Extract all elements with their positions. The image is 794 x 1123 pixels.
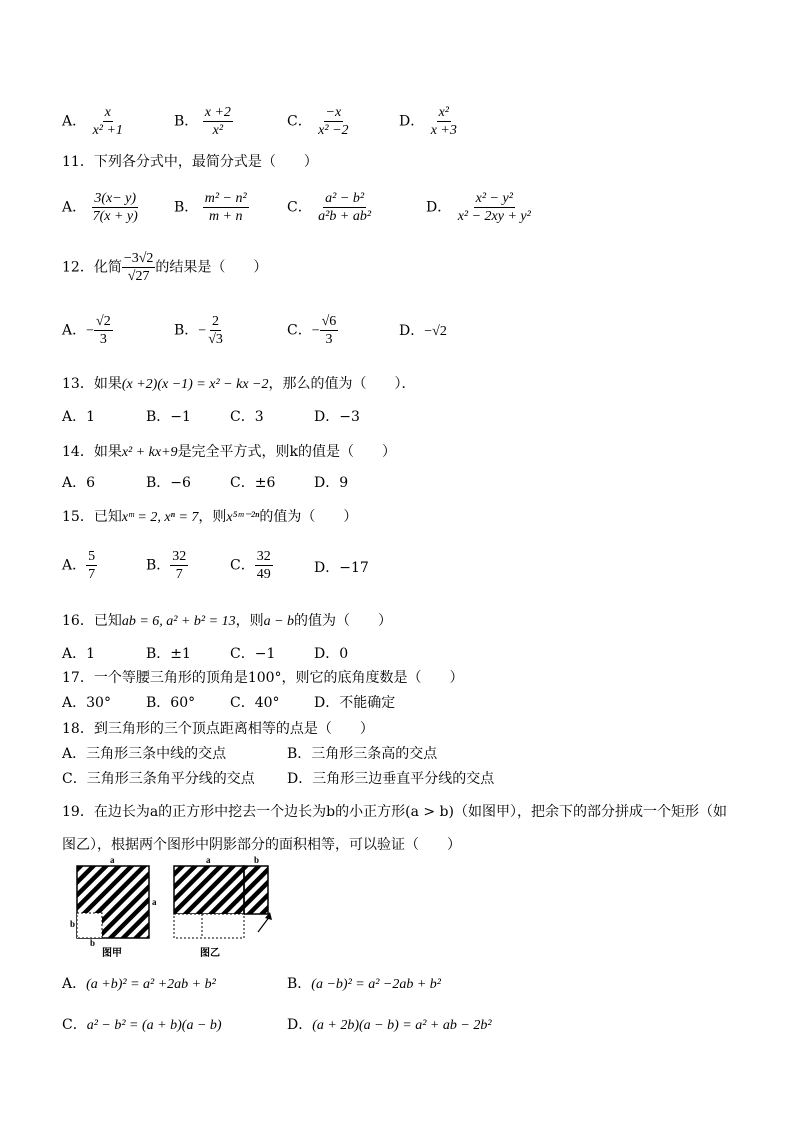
fraction: $\frac{\text{x² − y²}}{\text{x² − 2xy + y²}}$	[457, 191, 531, 224]
q11-option-b[interactable]	[174, 190, 249, 225]
fraction: $\frac{-x}{\text{x² −2}}$	[318, 105, 349, 138]
q17-option-c[interactable]: C．40°	[230, 695, 280, 711]
option-label: B．	[174, 113, 199, 130]
fraction: $\frac{5}{7}$	[88, 549, 96, 582]
option-label: C．	[287, 322, 312, 339]
option-label: B．	[174, 199, 199, 216]
label-a-top: a	[110, 856, 115, 865]
q14-option-a[interactable]: A．6	[62, 475, 96, 491]
q15-stem: 15．已知xᵐ = 2, xⁿ = 7，则x⁵ᵐ⁻²ⁿ的值为（ ）	[62, 509, 358, 525]
q14-option-b[interactable]: B．−6	[146, 475, 191, 491]
q18-option-b[interactable]: B．三角形三条高的交点	[287, 746, 438, 762]
label-b-left: b	[70, 919, 76, 929]
q16-option-b[interactable]: B．±1	[146, 646, 191, 662]
q14-option-d[interactable]: D．9	[314, 475, 349, 491]
q10-option-a[interactable]	[62, 104, 125, 139]
fraction: $\frac{x}{\text{x² +1}}$	[92, 105, 123, 138]
q16-option-a[interactable]: A．1	[62, 646, 96, 662]
q15-option-a[interactable]: A． $\frac{5}{7}$	[62, 549, 96, 582]
q12-stem: 12．化简 $\frac{-3√2}{√27}$ 的结果是（ ）	[62, 251, 268, 284]
q15-option-b[interactable]: B． $\frac{32}{7}$	[146, 549, 187, 582]
option-label: B．	[174, 322, 199, 339]
option-label: A．	[62, 199, 87, 216]
q19-stem-line1: 19．在边长为a的正方形中挖去一个边长为b的小正方形(a > b)（如图甲），把余下的部分拼成一个矩形（如	[62, 804, 727, 820]
q16-stem: 16．已知ab = 6, a² + b² = 13，则a − b的值为（ ）	[62, 613, 393, 629]
fraction: $\frac{-3√2}{√27}$	[123, 251, 154, 284]
label-b-bottom: b	[90, 938, 96, 948]
fraction: $\frac{32}{7}$	[172, 549, 187, 582]
q18-option-c[interactable]: C．三角形三条角平分线的交点	[62, 771, 255, 787]
q12-option-d[interactable]: D．−√2	[399, 323, 447, 339]
option-label: C．	[287, 199, 312, 216]
option-label: C．	[287, 113, 312, 130]
q19-figure	[62, 856, 282, 960]
fraction: $\frac{3(x- y)}{7(x + y)}$	[92, 191, 138, 224]
q16-option-d[interactable]: D．0	[314, 646, 349, 662]
q11-option-d[interactable]	[426, 190, 533, 225]
q15-option-c[interactable]: C． $\frac{32}{49}$	[230, 549, 271, 582]
q18-stem: 18．到三角形的三个顶点距离相等的点是（ ）	[62, 721, 374, 737]
option-label: A．	[62, 322, 87, 339]
figure-yi	[174, 856, 272, 959]
q12-option-a[interactable]: A．− $\frac{√2}{3}$	[62, 314, 111, 347]
q10-option-c[interactable]	[287, 104, 351, 139]
q11-option-c[interactable]	[287, 190, 373, 225]
q13-option-a[interactable]: A．1	[62, 409, 96, 425]
q14-stem: 14．如果x² + kx+9是完全平方式，则k的值是（ ）	[62, 444, 397, 460]
q17-option-a[interactable]: A．30°	[62, 695, 111, 711]
fraction: $\frac{√6}{3}$	[321, 314, 337, 347]
q17-stem: 17．一个等腰三角形的顶角是100°，则它的底角度数是（ ）	[62, 670, 464, 686]
option-label: D．	[399, 323, 425, 339]
fraction: $\frac{x +2}{\text{x²}}$	[204, 105, 231, 138]
q10-option-b[interactable]	[174, 104, 233, 139]
caption-yi: 图乙	[200, 948, 220, 959]
q10-option-d[interactable]	[399, 104, 459, 139]
q16-option-c[interactable]: C．−1	[230, 646, 276, 662]
q13-stem: 13．如果(x +2)(x −1) = x² − kx −2，那么的值为（ ）．	[62, 376, 416, 392]
q17-option-d[interactable]: D．不能确定	[314, 695, 396, 711]
q12-option-b[interactable]: B．− $\frac{2}{√3}$	[174, 314, 223, 347]
label-a-top-yi: a	[206, 856, 211, 865]
q19-option-a[interactable]: A．(a +b)² = a² +2ab + b²	[62, 976, 216, 992]
q18-option-d[interactable]: D．三角形三边垂直平分线的交点	[287, 771, 495, 787]
q19-option-d[interactable]: D．(a + 2b)(a − b) = a² + ab − 2b²	[287, 1017, 492, 1033]
label-a-right: a	[152, 897, 157, 907]
q14-option-c[interactable]: C．±6	[230, 475, 276, 491]
fraction: $\frac{32}{49}$	[256, 549, 271, 582]
q18-option-a[interactable]: A．三角形三条中线的交点	[62, 746, 227, 762]
q19-option-b[interactable]: B．(a −b)² = a² −2ab + b²	[287, 976, 442, 992]
q13-option-b[interactable]: B．−1	[146, 409, 191, 425]
figure-jia	[70, 856, 157, 959]
q17-option-b[interactable]: B．60°	[146, 695, 196, 711]
label-b-top-yi: b	[254, 856, 260, 865]
q13-option-d[interactable]: D．−3	[314, 409, 360, 425]
q11-stem: 11．下列各分式中，最简分式是（ ）	[62, 154, 318, 170]
q11-option-a[interactable]	[62, 190, 140, 225]
option-label: D．	[426, 199, 452, 216]
q12-option-c[interactable]: C．− $\frac{√6}{3}$	[287, 314, 337, 347]
fraction: $\frac{2}{√3}$	[208, 314, 223, 347]
fraction: $\frac{√2}{3}$	[96, 314, 111, 347]
fraction: $\frac{\text{m² − n²}}{m + n}$	[204, 191, 247, 224]
q19-stem-line2: 图乙），根据两个图形中阴影部分的面积相等，可以验证（ ）	[62, 837, 461, 853]
q13-option-c[interactable]: C．3	[230, 409, 264, 425]
option-label: D．	[399, 113, 425, 130]
option-label: A．	[62, 113, 87, 130]
q19-option-c[interactable]: C．a² − b² = (a + b)(a − b)	[62, 1017, 222, 1033]
caption-jia: 图甲	[102, 948, 122, 959]
q15-option-d[interactable]: D．−17	[314, 560, 369, 576]
fraction: $\frac{\text{x²}}{x +3}$	[430, 105, 457, 138]
fraction: $\frac{\text{a² − b²}}{\text{a²b + ab²}}$	[318, 191, 372, 224]
